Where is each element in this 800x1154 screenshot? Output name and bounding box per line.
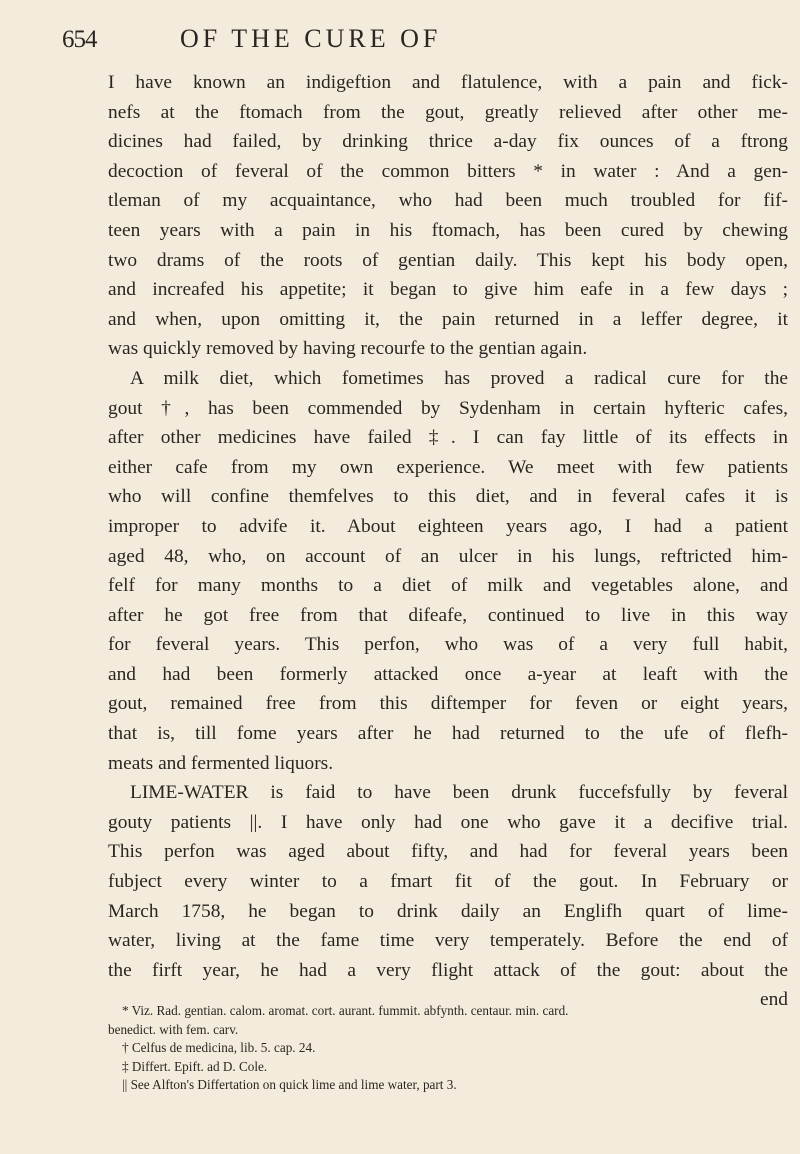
text-line: This perfon was aged about fifty, and had for feveral years been [108,841,788,863]
text-line: nefs at the ftomach from the gout, greatly relieved after other me- [108,101,788,123]
catchword: end [760,989,788,1011]
text-line: improper to advife it. About eighteen years ago, I had a patient [108,515,788,537]
text-line: the firft year, he had a very flight attack of the gout: about the [108,959,788,981]
text-line: for feveral years. This perfon, who was of a very full habit, [108,634,788,656]
text-line: either cafe from my own experience. We meet with few patients [108,456,788,478]
text-line: was quickly removed by having recourfe to the gentian again. [108,338,588,360]
text-line: two drams of the roots of gentian daily. This kept his body open, [108,249,788,271]
page-number: 654 [62,26,97,53]
text-line: and had been formerly attacked once a-year at leaft with the [108,663,788,685]
text-line: water, living at the fame time very temperately. Before the end of [108,930,788,952]
text-line: after he got free from that difeafe, continued to live in this way [108,604,788,626]
text-line: meats and fermented liquors. [108,752,334,774]
text-line: gouty patients ||. I have only had one who gave it a decifive trial. [108,811,788,833]
text-line: decoction of feveral of the common bitters * in water : And a gen- [108,160,788,182]
text-line: that is, till fome years after he had returned to the ufe of flefh- [108,723,788,745]
footnote: † Celfus de medicina, lib. 5. cap. 24. [122,1040,316,1056]
body-text [108,68,788,1015]
text-line: felf for many months to a diet of milk and vegetables alone, and [108,575,788,597]
footnote-continuation: benedict. with fem. carv. [108,1021,239,1037]
text-line: teen years with a pain in his ftomach, has been cured by chewing [108,219,788,241]
text-line: after other medicines have failed ‡. I can fay little of its effects in [108,427,788,449]
text-line: aged 48, who, on account of an ulcer in his lungs, reftricted him- [108,545,788,567]
text-line: A milk diet, which fometimes has proved a radical cure for the [130,367,788,389]
text-line: fubject every winter to a fmart fit of the gout. In February or [108,871,788,893]
text-line: and increafed his appetite; it began to give him eafe in a few days ; [108,279,788,301]
text-line: tleman of my acquaintance, who had been much troubled for fif- [108,190,788,212]
footnotes [108,1002,788,1095]
text-line: gout, remained free from this diftemper for feven or eight years, [108,693,788,715]
text-line: who will confine themfelves to this diet, and in feveral cafes it is [108,486,788,508]
text-line: dicines had failed, by drinking thrice a-day fix ounces of a ftrong [108,131,788,153]
footnote: * Viz. Rad. gentian. calom. aromat. cort. aurant. fummit. abfynth. centaur. min. card. [122,1003,569,1018]
text-line: I have known an indigeftion and flatulence, with a pain and fick- [108,72,788,93]
text-line: and when, upon omitting it, the pain returned in a leffer degree, it [108,308,788,330]
footnote: || See Alfton's Differtation on quick lime and lime water, part 3. [122,1077,457,1093]
running-head: OF THE CURE OF [180,24,442,53]
text-line: gout †, has been commended by Sydenham in certain hyfteric cafes, [108,397,788,419]
page-header [62,20,742,60]
footnote: ‡ Differt. Epift. ad D. Cole. [122,1058,268,1074]
text-line: March 1758, he began to drink daily an Englifh quart of lime- [108,900,788,922]
text-line: LIME-WATER is faid to have been drunk fuccefsfully by feveral [130,782,788,804]
